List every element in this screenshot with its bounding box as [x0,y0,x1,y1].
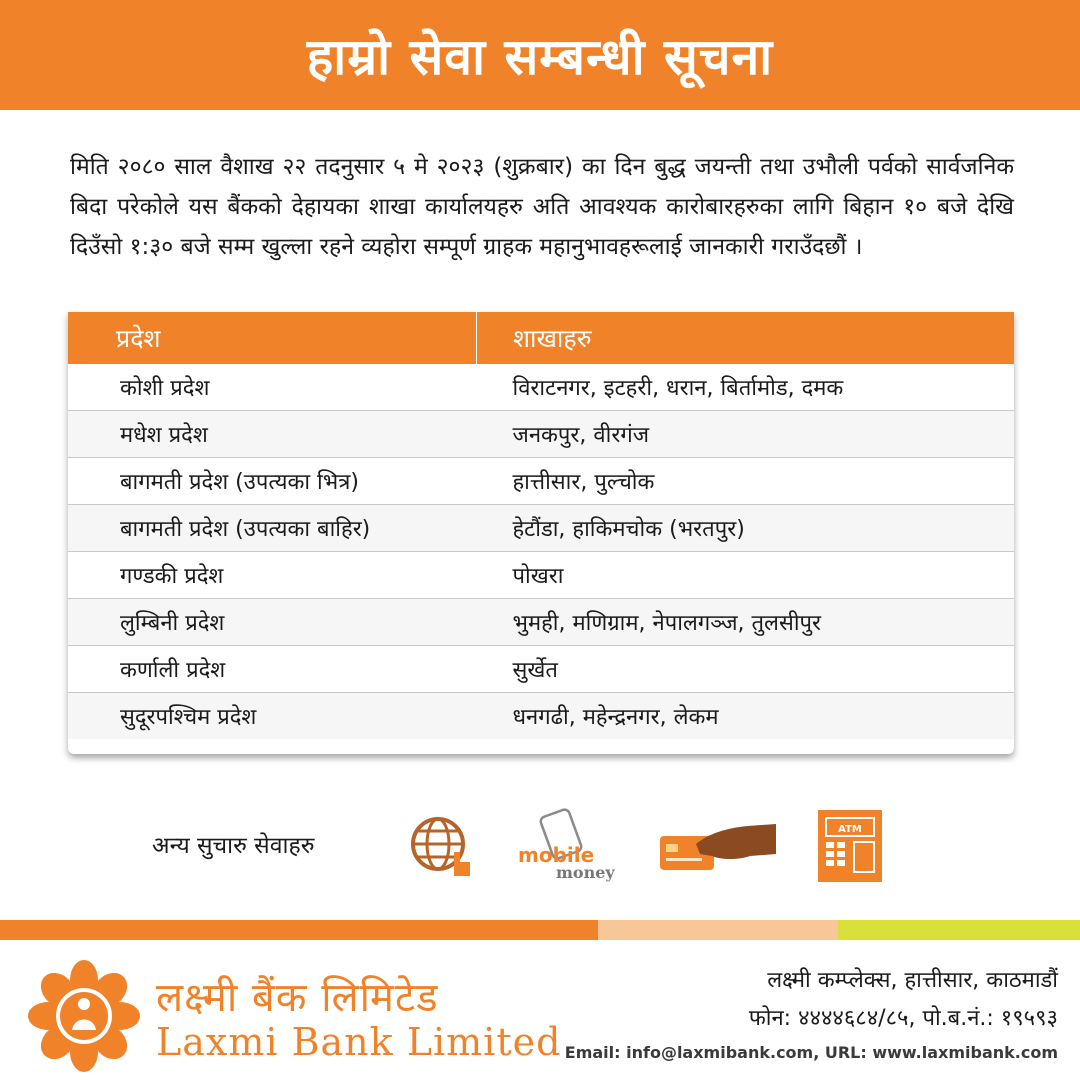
table-header-row [68,312,1014,364]
bank-name-nepali: लक्ष्मी बैंक लिमिटेड [156,975,439,1021]
province-cell: कर्णाली प्रदेश [68,646,477,693]
province-cell: मधेश प्रदेश [68,411,477,458]
table-row [68,505,1014,552]
contact-block [565,962,1058,1066]
money-text: money [556,863,615,882]
province-cell: बागमती प्रदेश (उपत्यका बाहिर) [68,505,477,552]
notice-intro-text: मिति २०८० साल वैशाख २२ तदनुसार ५ मे २०२३ (शुक्रबार) का दिन बुद्ध जयन्ती तथा उभौली पर्वको सार्वजनिक बिदा परेकोले यस बैंकको देहायका शाखा कार्यालयहरु अति आवश्यक कारोबारहरुका लागि बिहान १० बजे देखि दिउँसो १:३० बजे सम्म खुल्ला रहने व्यहोरा सम्पूर्ण ग्राहक महानुभावहरूलाई जानकारी गराउँदछौं । [70,154,1014,260]
branches-cell: विराटनगर, इटहरी, धरान, बिर्तामोड, दमक [477,364,1015,411]
footer-stripe-orange [0,920,598,940]
branches-cell: जनकपुर, वीरगंज [477,411,1015,458]
table-row [68,693,1014,740]
column-header-branches: शाखाहरु [477,312,1015,364]
branches-cell: सुर्खेत [477,646,1015,693]
atm-machine-icon [818,810,882,882]
footer-stripe-light [598,920,838,940]
province-cell: सुदूरपश्चिम प्रदेश [68,693,477,740]
footer-stripe-green [838,920,1080,940]
branches-cell: धनगढी, महेन्द्रनगर, लेकम [477,693,1015,740]
column-header-province: प्रदेश [68,312,477,364]
other-services-section [0,800,1080,890]
branches-cell: हात्तीसार, पुल्चोक [477,458,1015,505]
laxmi-bank-lotus-logo-icon [28,960,140,1072]
table-row [68,411,1014,458]
address-text: लक्ष्मी कम्प्लेक्स, हात्तीसार, काठमाडौं [767,968,1058,993]
atm-label: ATM [838,824,862,835]
table-row [68,364,1014,411]
bank-name-english: Laxmi Bank Limited [156,1020,562,1064]
province-cell: लुम्बिनी प्रदेश [68,599,477,646]
internet-banking-globe-icon [408,812,478,882]
branches-cell: हेटौंडा, हाकिमचोक (भरतपुर) [477,505,1015,552]
province-cell: कोशी प्रदेश [68,364,477,411]
card-payment-hand-icon [656,814,780,882]
branch-table-container [68,312,1014,754]
table-row [68,599,1014,646]
phone-text: फोन: ४४४४६८४/८५, पो.ब.नं.: १९५९३ [748,1006,1058,1031]
notice-title: हाम्रो सेवा सम्बन्धी सूचना [306,28,774,86]
email-url-text: Email: info@laxmibank.com, URL: www.laxmibank.com [564,1043,1058,1062]
table-row [68,458,1014,505]
province-cell: गण्डकी प्रदेश [68,552,477,599]
other-services-label: अन्य सुचारु सेवाहरु [152,833,315,859]
notice-header [0,0,1080,110]
branch-table [68,312,1014,739]
mobile-text: mobile [518,843,595,867]
mobile-money-icon [512,808,628,888]
province-cell: बागमती प्रदेश (उपत्यका भित्र) [68,458,477,505]
table-row [68,552,1014,599]
branches-cell: भुमही, मणिग्राम, नेपालगञ्ज, तुलसीपुर [477,599,1015,646]
branches-cell: पोखरा [477,552,1015,599]
table-row [68,646,1014,693]
